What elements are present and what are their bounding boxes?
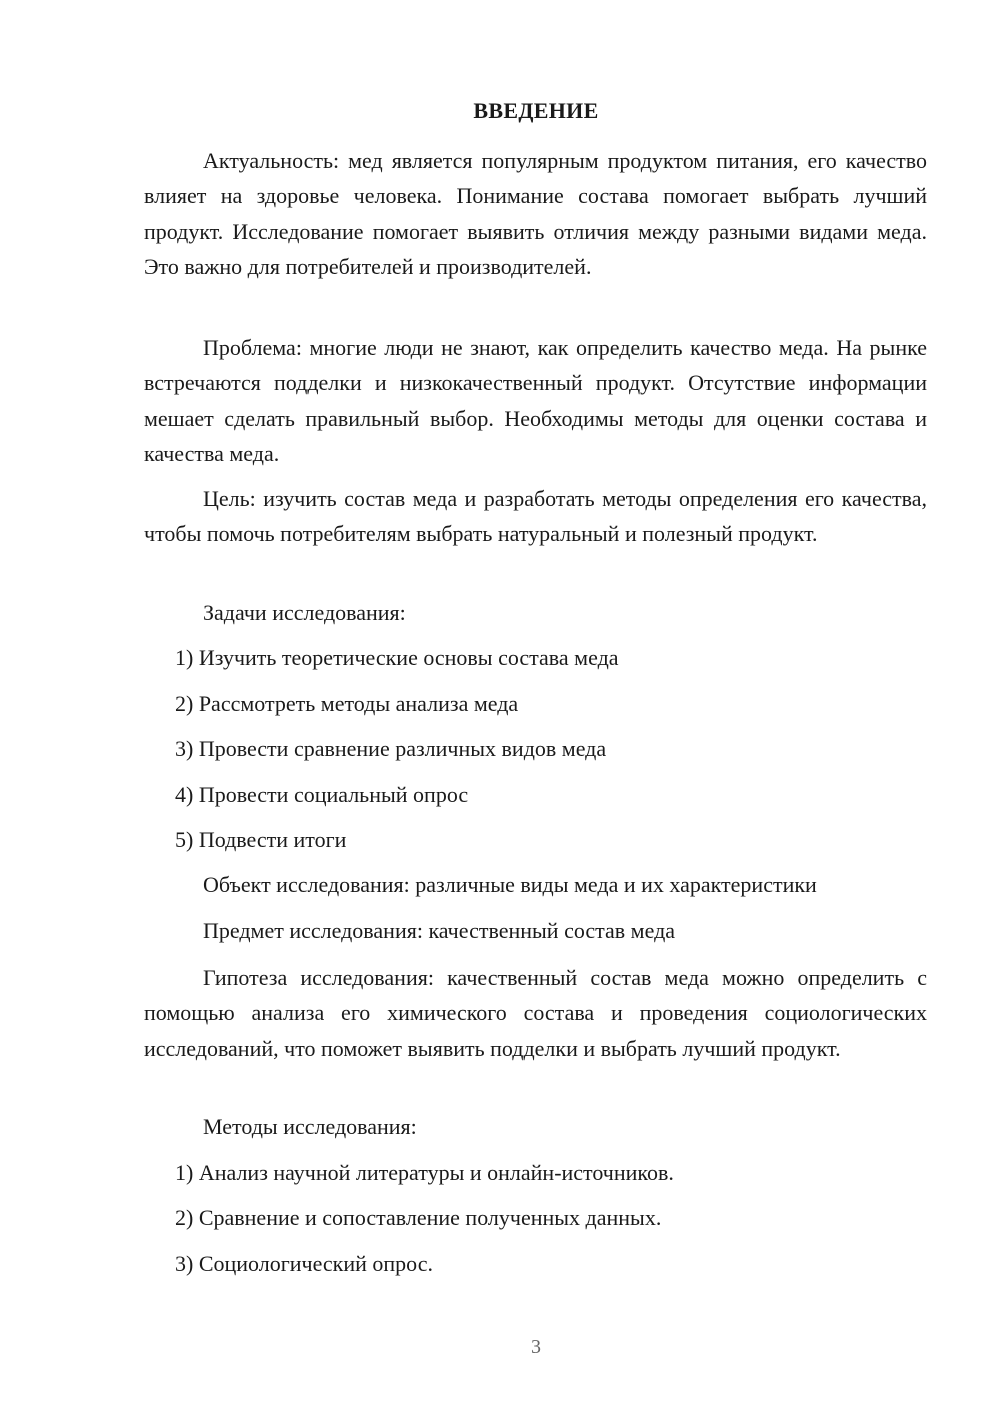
- page-number: 3: [531, 1336, 541, 1358]
- research-object-line: Объект исследования: различные виды меда и их характеристики: [203, 872, 817, 897]
- task-item-1: 1) Изучить теоретические основы состава меда: [175, 645, 619, 670]
- method-item-3: 3) Социологический опрос.: [175, 1251, 433, 1276]
- task-item-5: 5) Подвести итоги: [175, 827, 347, 852]
- task-item-2: 2) Рассмотреть методы анализа меда: [175, 691, 519, 716]
- task-item-3: 3) Провести сравнение различных видов меда: [175, 736, 607, 761]
- relevance-paragraph: Актуальность: мед является популярным продуктом питания, его качество влияет на здоровье человека. Понимание состава помогает выбрать лучший продукт. Исследование помогает выявить отличия между разными видами меда. Это важно для потребителей и производителей.: [144, 148, 927, 279]
- methods-heading: Методы исследования:: [203, 1114, 417, 1139]
- method-item-1: 1) Анализ научной литературы и онлайн-источников.: [175, 1160, 674, 1185]
- hypothesis-paragraph: Гипотеза исследования: качественный состав меда можно определить с помощью анализа его химического состава и проведения социологических исследований, что поможет выявить подделки и выбрать лучший продукт.: [144, 965, 927, 1061]
- research-subject-line: Предмет исследования: качественный состав меда: [203, 918, 676, 943]
- problem-paragraph: Проблема: многие люди не знают, как определить качество меда. На рынке встречаются подделки и низкокачественный продукт. Отсутствие информации мешает сделать правильный выбор. Необходимы методы для оценки состава и качества меда.: [144, 335, 927, 466]
- goal-paragraph: Цель: изучить состав меда и разработать методы определения его качества, чтобы помочь потребителям выбрать натуральный и полезный продукт.: [144, 486, 927, 547]
- tasks-heading: Задачи исследования:: [203, 600, 406, 625]
- method-item-2: 2) Сравнение и сопоставление полученных данных.: [175, 1205, 662, 1230]
- task-item-4: 4) Провести социальный опрос: [175, 782, 469, 807]
- page-title: ВВЕДЕНИЕ: [473, 98, 599, 123]
